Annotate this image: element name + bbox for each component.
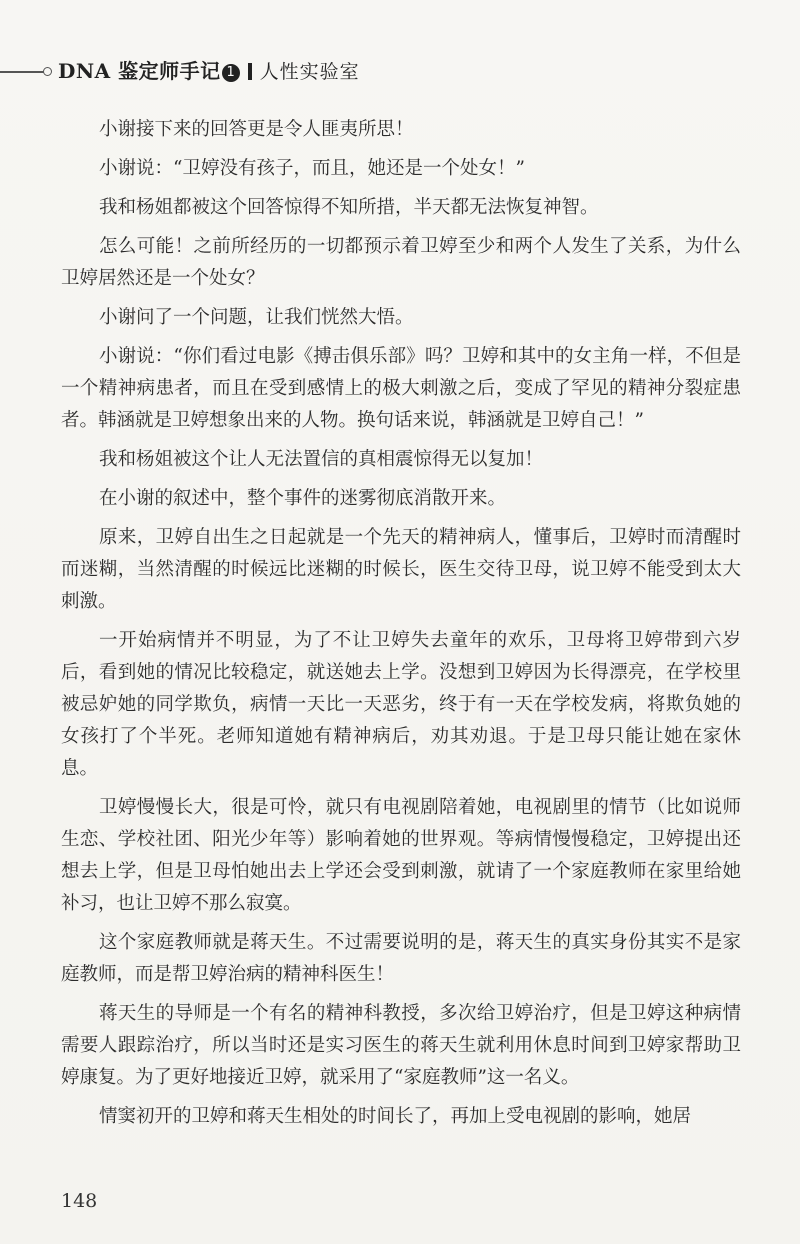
paragraph: 小谢问了一个问题，让我们恍然大悟。 [99,307,414,328]
running-head-text [58,57,360,86]
header-rule [0,71,44,73]
paragraph: 情窦初开的卫婷和蒋天生相处的时间长了，再加上受电视剧的影响，她居 [99,1106,692,1127]
paragraph: 怎么可能！之前所经历的一切都预示着卫婷至少和两个人发生了关系，为什么卫婷居然还是一个处女？ [61,236,741,289]
running-head [0,55,800,95]
paragraph: 这个家庭教师就是蒋天生。不过需要说明的是，蒋天生的真实身份其实不是家庭教师，而是帮卫婷治病的精神科医生！ [61,932,741,985]
paragraph: 我和杨姐都被这个回答惊得不知所措，半天都无法恢复神智。 [99,197,599,218]
series-name: 人性实验室 [259,61,360,83]
paragraph: 一开始病情并不明显，为了不让卫婷失去童年的欢乐，卫母将卫婷带到六岁后，看到她的情况比较稳定，就送她去上学。没想到卫婷因为长得漂亮，在学校里被忌妒她的同学欺负，病情一天比一天恶劣，终于有一天在学校发病，将欺负她的女孩打了个半死。老师知道她有精神病后，劝其劝退。于是卫母只能让她在家休息。 [61,630,741,779]
paragraph: 在小谢的叙述中，整个事件的迷雾彻底消散开来。 [99,488,507,509]
paragraph: 卫婷慢慢长大，很是可怜，就只有电视剧陪着她，电视剧里的情节（比如说师生恋、学校社团、阳光少年等）影响着她的世界观。等病情慢慢稳定，卫婷提出还想去上学，但是卫母怕她出去上学还会受到刺激，就请了一个家庭教师在家里给她补习，也让卫婷不那么寂寞。 [61,797,741,914]
paragraph: 小谢接下来的回答更是令人匪夷所思！ [99,119,414,140]
paragraph: 小谢说：“卫婷没有孩子，而且，她还是一个处女！” [99,158,525,179]
volume-number-badge: 1 [222,64,240,82]
book-title: DNA 鉴定师手记 [58,59,221,83]
paragraph: 原来，卫婷自出生之日起就是一个先天的精神病人，懂事后，卫婷时而清醒时而迷糊，当然清醒的时候远比迷糊的时候长，医生交待卫母，说卫婷不能受到太大刺激。 [61,527,741,612]
header-separator [248,63,252,80]
body-text [61,114,741,1140]
paragraph: 蒋天生的导师是一个有名的精神科教授，多次给卫婷治疗，但是卫婷这种病情需要人跟踪治疗，所以当时还是实习医生的蒋天生就利用休息时间到卫婷家帮助卫婷康复。为了更好地接近卫婷，就采用了“家庭教师”这一名义。 [61,1003,741,1088]
header-ornament-circle [43,67,52,76]
page-number: 148 [61,1190,98,1212]
paragraph: 小谢说：“你们看过电影《搏击俱乐部》吗？卫婷和其中的女主角一样，不但是一个精神病患者，而且在受到感情上的极大刺激之后，变成了罕见的精神分裂症患者。韩涵就是卫婷想象出来的人物。换句话来说，韩涵就是卫婷自己！” [61,346,741,431]
paragraph: 我和杨姐被这个让人无法置信的真相震惊得无以复加！ [99,449,544,470]
